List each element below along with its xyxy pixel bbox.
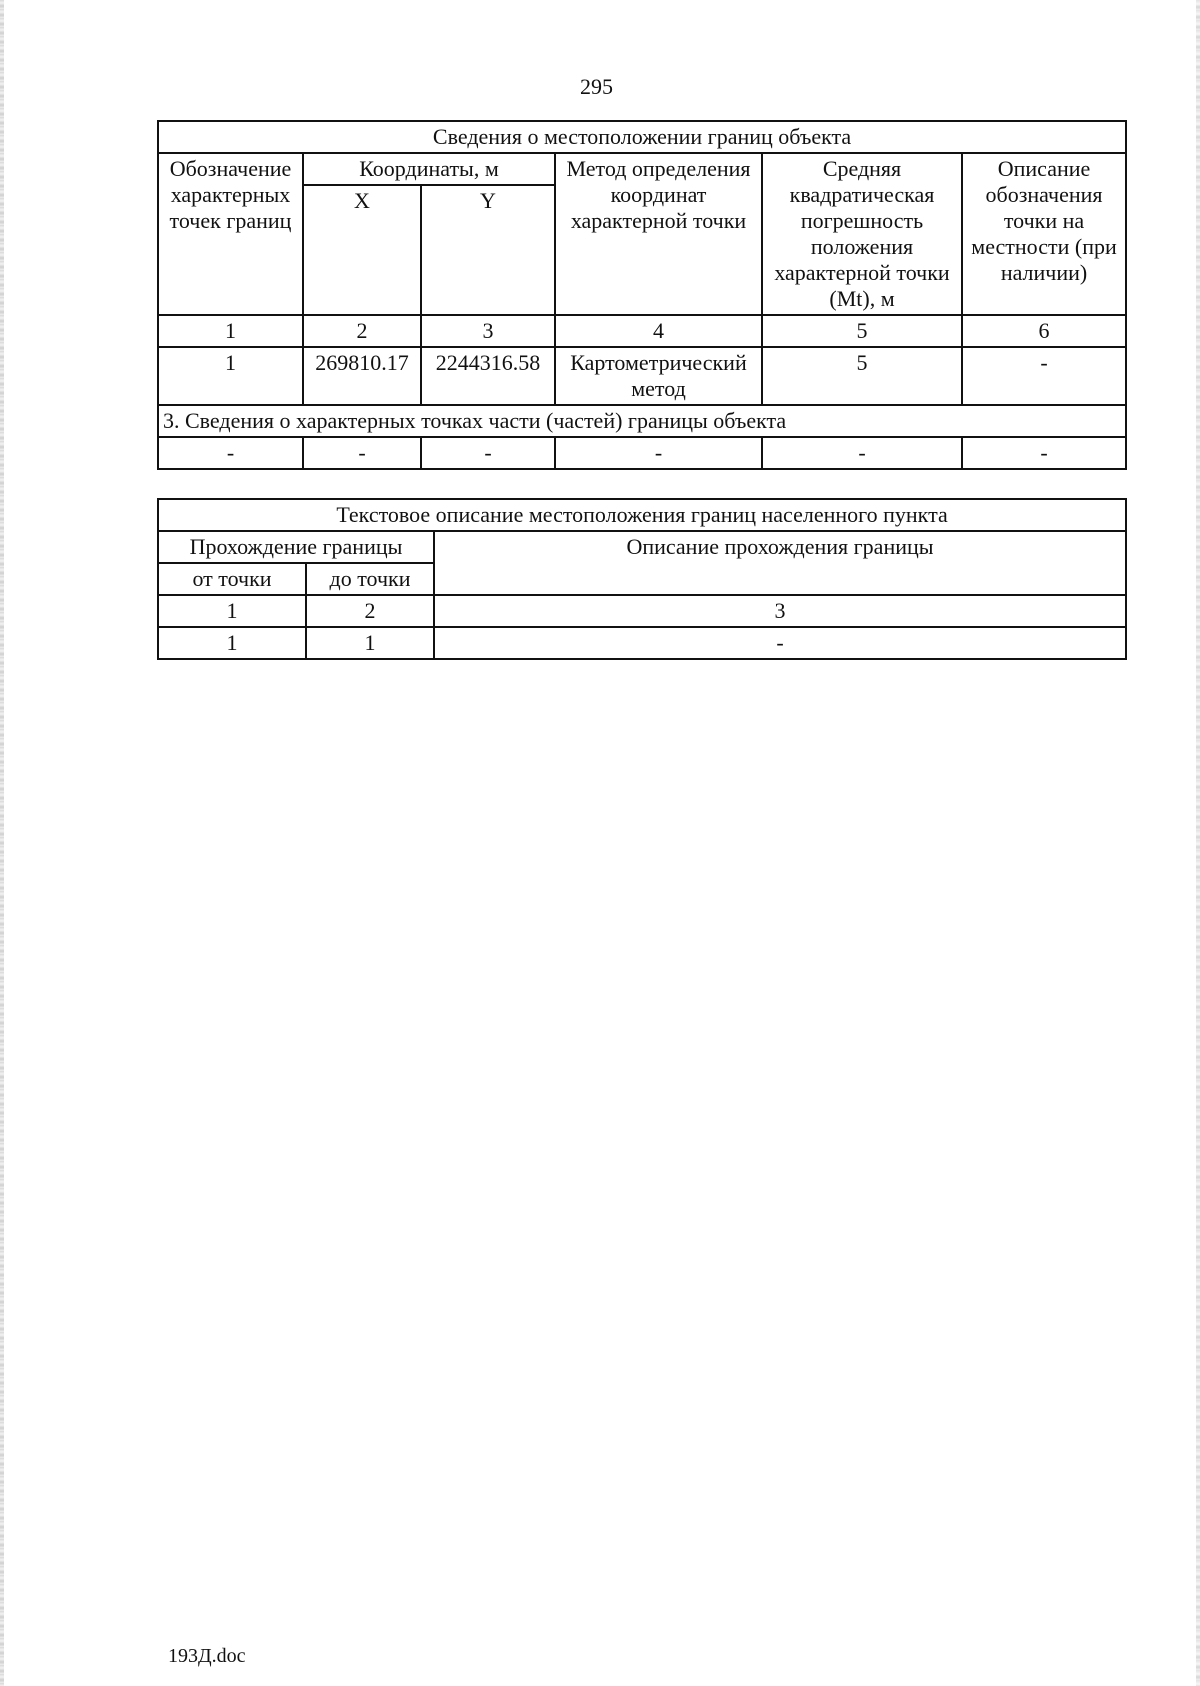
empty-cell: - <box>762 437 962 469</box>
method-cell: Картометрический метод <box>555 347 762 405</box>
column-number: 6 <box>962 315 1126 347</box>
x-coordinate-cell: 269810.17 <box>303 347 421 405</box>
header-from-point: от точки <box>158 563 306 595</box>
header-boundary-passage: Прохождение границы <box>158 531 434 563</box>
scan-edge-right <box>1196 0 1200 1686</box>
table-row <box>158 437 1126 469</box>
boundary-location-table <box>157 120 1127 470</box>
section3-row <box>158 405 1126 437</box>
column-number: 3 <box>434 595 1126 627</box>
empty-cell: - <box>962 437 1126 469</box>
header-method: Метод определения координат характерной точки <box>555 153 762 315</box>
header-coordinates: Координаты, м <box>303 153 555 185</box>
header-description: Описание обозначения точки на местности (при наличии) <box>962 153 1126 315</box>
error-cell: 5 <box>762 347 962 405</box>
header-error: Средняя квадратическая погрешность положения характерной точки (Mt), м <box>762 153 962 315</box>
description-cell: - <box>962 347 1126 405</box>
section3-heading: 3. Сведения о характерных точках части (частей) границы объекта <box>158 405 1126 437</box>
table-title-row <box>158 121 1126 153</box>
header-point-designation: Обозначение характерных точек границ <box>158 153 303 315</box>
empty-cell: - <box>421 437 555 469</box>
header-row-1 <box>158 153 1126 185</box>
column-number-row <box>158 315 1126 347</box>
empty-cell: - <box>303 437 421 469</box>
header-row-1 <box>158 531 1126 563</box>
table-title: Текстовое описание местоположения границ населенного пункта <box>158 499 1126 531</box>
boundary-text-description-table <box>157 498 1127 660</box>
table-row <box>158 347 1126 405</box>
column-number-row <box>158 595 1126 627</box>
column-number: 4 <box>555 315 762 347</box>
table-title: Сведения о местоположении границ объекта <box>158 121 1126 153</box>
point-number-cell: 1 <box>158 347 303 405</box>
page-number: 295 <box>580 74 613 99</box>
empty-cell: - <box>555 437 762 469</box>
header-y: Y <box>421 185 555 315</box>
header-x: X <box>303 185 421 315</box>
table-row <box>158 627 1126 659</box>
table-title-row <box>158 499 1126 531</box>
column-number: 2 <box>303 315 421 347</box>
empty-cell: - <box>158 437 303 469</box>
column-number: 5 <box>762 315 962 347</box>
scan-edge-left <box>0 0 4 1686</box>
column-number: 1 <box>158 315 303 347</box>
header-passage-description: Описание прохождения границы <box>434 531 1126 595</box>
footer-filename: 193Д.doc <box>168 1645 246 1667</box>
to-point-cell: 1 <box>306 627 434 659</box>
y-coordinate-cell: 2244316.58 <box>421 347 555 405</box>
column-number: 3 <box>421 315 555 347</box>
header-to-point: до точки <box>306 563 434 595</box>
passage-description-cell: - <box>434 627 1126 659</box>
column-number: 2 <box>306 595 434 627</box>
from-point-cell: 1 <box>158 627 306 659</box>
column-number: 1 <box>158 595 306 627</box>
